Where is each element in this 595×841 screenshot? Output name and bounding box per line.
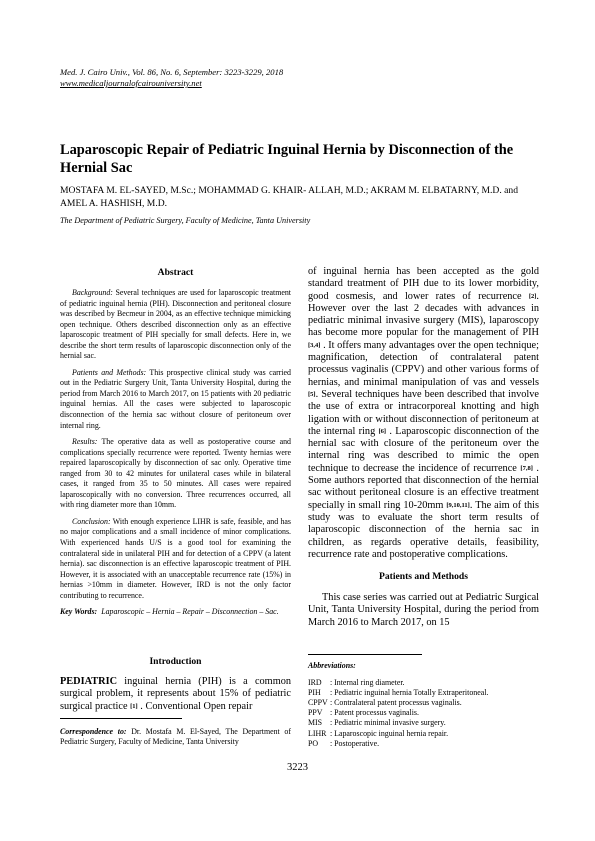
introduction-paragraph-start (60, 676, 291, 713)
introduction-text-d: . However over the last 2 decades with advances in pediatric minimal invasive surgery (MIS), laparoscopy has become more popular for the management of PIH (308, 290, 539, 339)
abbreviation-key: PIH (308, 688, 321, 698)
methods-heading: Patients and Methods (378, 571, 468, 583)
abstract-heading: Abstract (157, 267, 194, 278)
abstract-conclusion-text: With enough experience LIHR is safe, feasible, and has no major complications and a small incidence of minor complications. With experienced hands U/S is a good tool for examining the contralateral side in unilateral PIH and for detection of a CPPV (a latent hernia). sac disconnection is an effective laparoscopic treatment of PIH. However, it is associated with an unacceptable recurrence rate (15%) in hernias >10mm in diameter. However, IRD is not the only factor contributing to recurrence. (60, 516, 291, 600)
citation-ref: [1] (130, 702, 138, 710)
abstract-background-label: Background: (72, 288, 113, 297)
footnote-divider (60, 718, 182, 719)
keywords-label: Key Words: (60, 607, 98, 617)
journal-citation: Med. J. Cairo Univ., Vol. 86, No. 6, September: 3223-3229, 2018 (60, 67, 284, 77)
paper-title: Laparoscopic Repair of Pediatric Inguinal Hernia by Disconnection of the Hernial Sac (60, 142, 514, 176)
introduction-section (60, 656, 291, 713)
affiliation: The Department of Pediatric Surgery, Faculty of Medicine, Tanta University (60, 216, 311, 225)
abbreviations-divider (308, 654, 422, 655)
abbreviation-item (308, 698, 539, 708)
abstract-conclusion-label: Conclusion: (72, 516, 111, 526)
page-number: 3223 (287, 762, 308, 773)
abbreviations-title: Abbreviations: (308, 661, 356, 670)
citation-ref: [3,4] (308, 341, 321, 349)
abbreviation-key: LIHR (308, 728, 327, 738)
abbreviation-item (308, 739, 539, 749)
abstract-results (60, 437, 291, 511)
methods-paragraph: This case series was carried out at Pediatric Surgical Unit, Tanta University Hospital, during the period from March 2016 to March 2017, on 15 (308, 592, 539, 628)
abbreviation-key: CPPV (308, 698, 328, 708)
abbreviation-value: : Pediatric minimal invasive surgery. (330, 718, 446, 728)
citation-ref: [6] (378, 427, 387, 435)
abstract-section (60, 267, 291, 618)
abbreviation-value: : Patent processus vaginalis. (330, 708, 419, 718)
citation-ref: [5] (308, 390, 316, 398)
introduction-continued (308, 266, 539, 629)
keywords-text: Laparoscopic – Hernia – Repair – Disconnection – Sac. (101, 607, 279, 617)
abbreviations-list (308, 661, 539, 749)
citation-ref: [9,10,11] (446, 501, 470, 509)
abstract-methods (60, 368, 291, 431)
abbreviation-item (308, 718, 539, 728)
correspondence-text: Dr. Mostafa M. El-Sayed, The Department of Pediatric Surgery, Faculty of Medicine, Tanta University (60, 727, 291, 746)
journal-header (60, 67, 283, 89)
abbreviation-item (308, 729, 539, 739)
keywords (60, 607, 291, 618)
abbreviation-item (308, 688, 539, 698)
abbreviation-item (308, 678, 539, 688)
introduction-text-c: of inguinal hernia has been accepted as the gold standard treatment of PIH due to its lower morbidity, good cosmesis, and lower rates of recurrence (308, 266, 539, 302)
abbreviation-value: : Postoperative. (330, 738, 380, 748)
correspondence-label: Correspondence to: (60, 727, 127, 736)
abbreviation-key: IRD (308, 678, 322, 688)
abbreviation-value: : Laparoscopic inguinal hernia repair. (330, 728, 449, 738)
journal-url-link[interactable]: www.medicaljournalofcairouniversity.net (60, 78, 202, 88)
correspondence-note (60, 727, 291, 747)
introduction-heading: Introduction (149, 656, 202, 667)
introduction-text-b: . Conventional Open repair (137, 700, 253, 712)
introduction-text-e: . It offers many advantages over the open technique; magnification, detection of contralateral patent processus vaginalis (CPPV) and other various forms of hernias, and minimal manipulation of vas and vessels (308, 339, 539, 388)
abstract-methods-label: Patients and Methods: (72, 367, 147, 377)
abbreviation-value: : Internal ring diameter. (330, 678, 405, 688)
abbreviation-key: MIS (308, 718, 323, 728)
introduction-text-a: inguinal hernia (PIH) is a common surgical problem, it represents about 15% of pediatric surgical practice (60, 676, 291, 712)
introduction-text-h: . Some authors reported that disconnection of the hernial sac without peritoneal closure is an effective treatment specially in small ring 10-20mm (308, 462, 540, 511)
abstract-results-text: The operative data as well as postoperative course and complications specially recurrence were reported. Twenty hernias were repaired laparoscopically by disconnection of sac only. Operative time ranged from 30 to 42 minutes for unilateral cases while in bilateral cases, it ranged from 35 to 50 minutes. All cases were repaired laparoscopically with no conversion. Three recurrences occurred, all with ring diameter more than 10mm. (60, 437, 291, 510)
abbreviation-value: : Contralateral patent processus vaginalis. (330, 698, 462, 708)
abbreviation-item (308, 708, 539, 718)
citation-ref: [2] (528, 292, 537, 300)
citation-ref: [7,8] (520, 464, 533, 472)
abbreviation-key: PPV (308, 708, 323, 718)
abstract-methods-text: This prospective clinical study was carried out in the Pediatric Surgery Unit, Tanta University Hospital, during the period from March 2016 to March 2017, on 15 patients with 20 pediatric inguinal hernias. All the cases were subjected to laparoscopic disconnection of the hernia sac without closure of peritoneum over internal ring. (60, 367, 291, 430)
introduction-text-g: . Laparoscopic disconnection of the hernial sac with closure of the peritoneum over the internal ring was described to mimic the open technique to decrease the incidence of recurrence (308, 425, 539, 474)
author-list: MOSTAFA M. EL-SAYED, M.Sc.; MOHAMMAD G. KHAIR- ALLAH, M.D.; AKRAM M. ELBATARNY, M.D. and AMEL A. HASHISH, M.D. (60, 185, 519, 209)
abstract-background (60, 288, 291, 362)
introduction-text-f: . Several techniques have been described that involve the use of extra or intracorporeal knotting and high ligation with or without disconnection of peritoneum at the internal ring (308, 388, 539, 437)
abstract-conclusion (60, 517, 291, 601)
abstract-background-text: Several techniques are used for laparoscopic treatment of pediatric inguinal hernia (PIH). Disconnection and peritoneal closure was described by Becmeur in 2004, as an effective technique mimicking open technique. Others described disconnection only as an effective laparoscopic treatment of PIH specially for small defects. Here in, we describe the short term results of laparoscopic disconnection only of the hernial sac. (60, 288, 291, 361)
abbreviation-key: PO (308, 738, 319, 748)
introduction-paragraph-continued (308, 266, 539, 561)
abstract-results-label: Results: (72, 437, 98, 447)
abbreviation-value: : Pediatric inguinal hernia Totally Extraperitoneal. (330, 688, 489, 698)
introduction-lead-word: PEDIATRIC (60, 676, 118, 687)
introduction-text-i: . The aim of this study was to evaluate the short term results of laparoscopic disconnection of the hernia sac in children, as regards operative details, feasibility, recurrence rate and postoperative complications. (308, 499, 539, 560)
